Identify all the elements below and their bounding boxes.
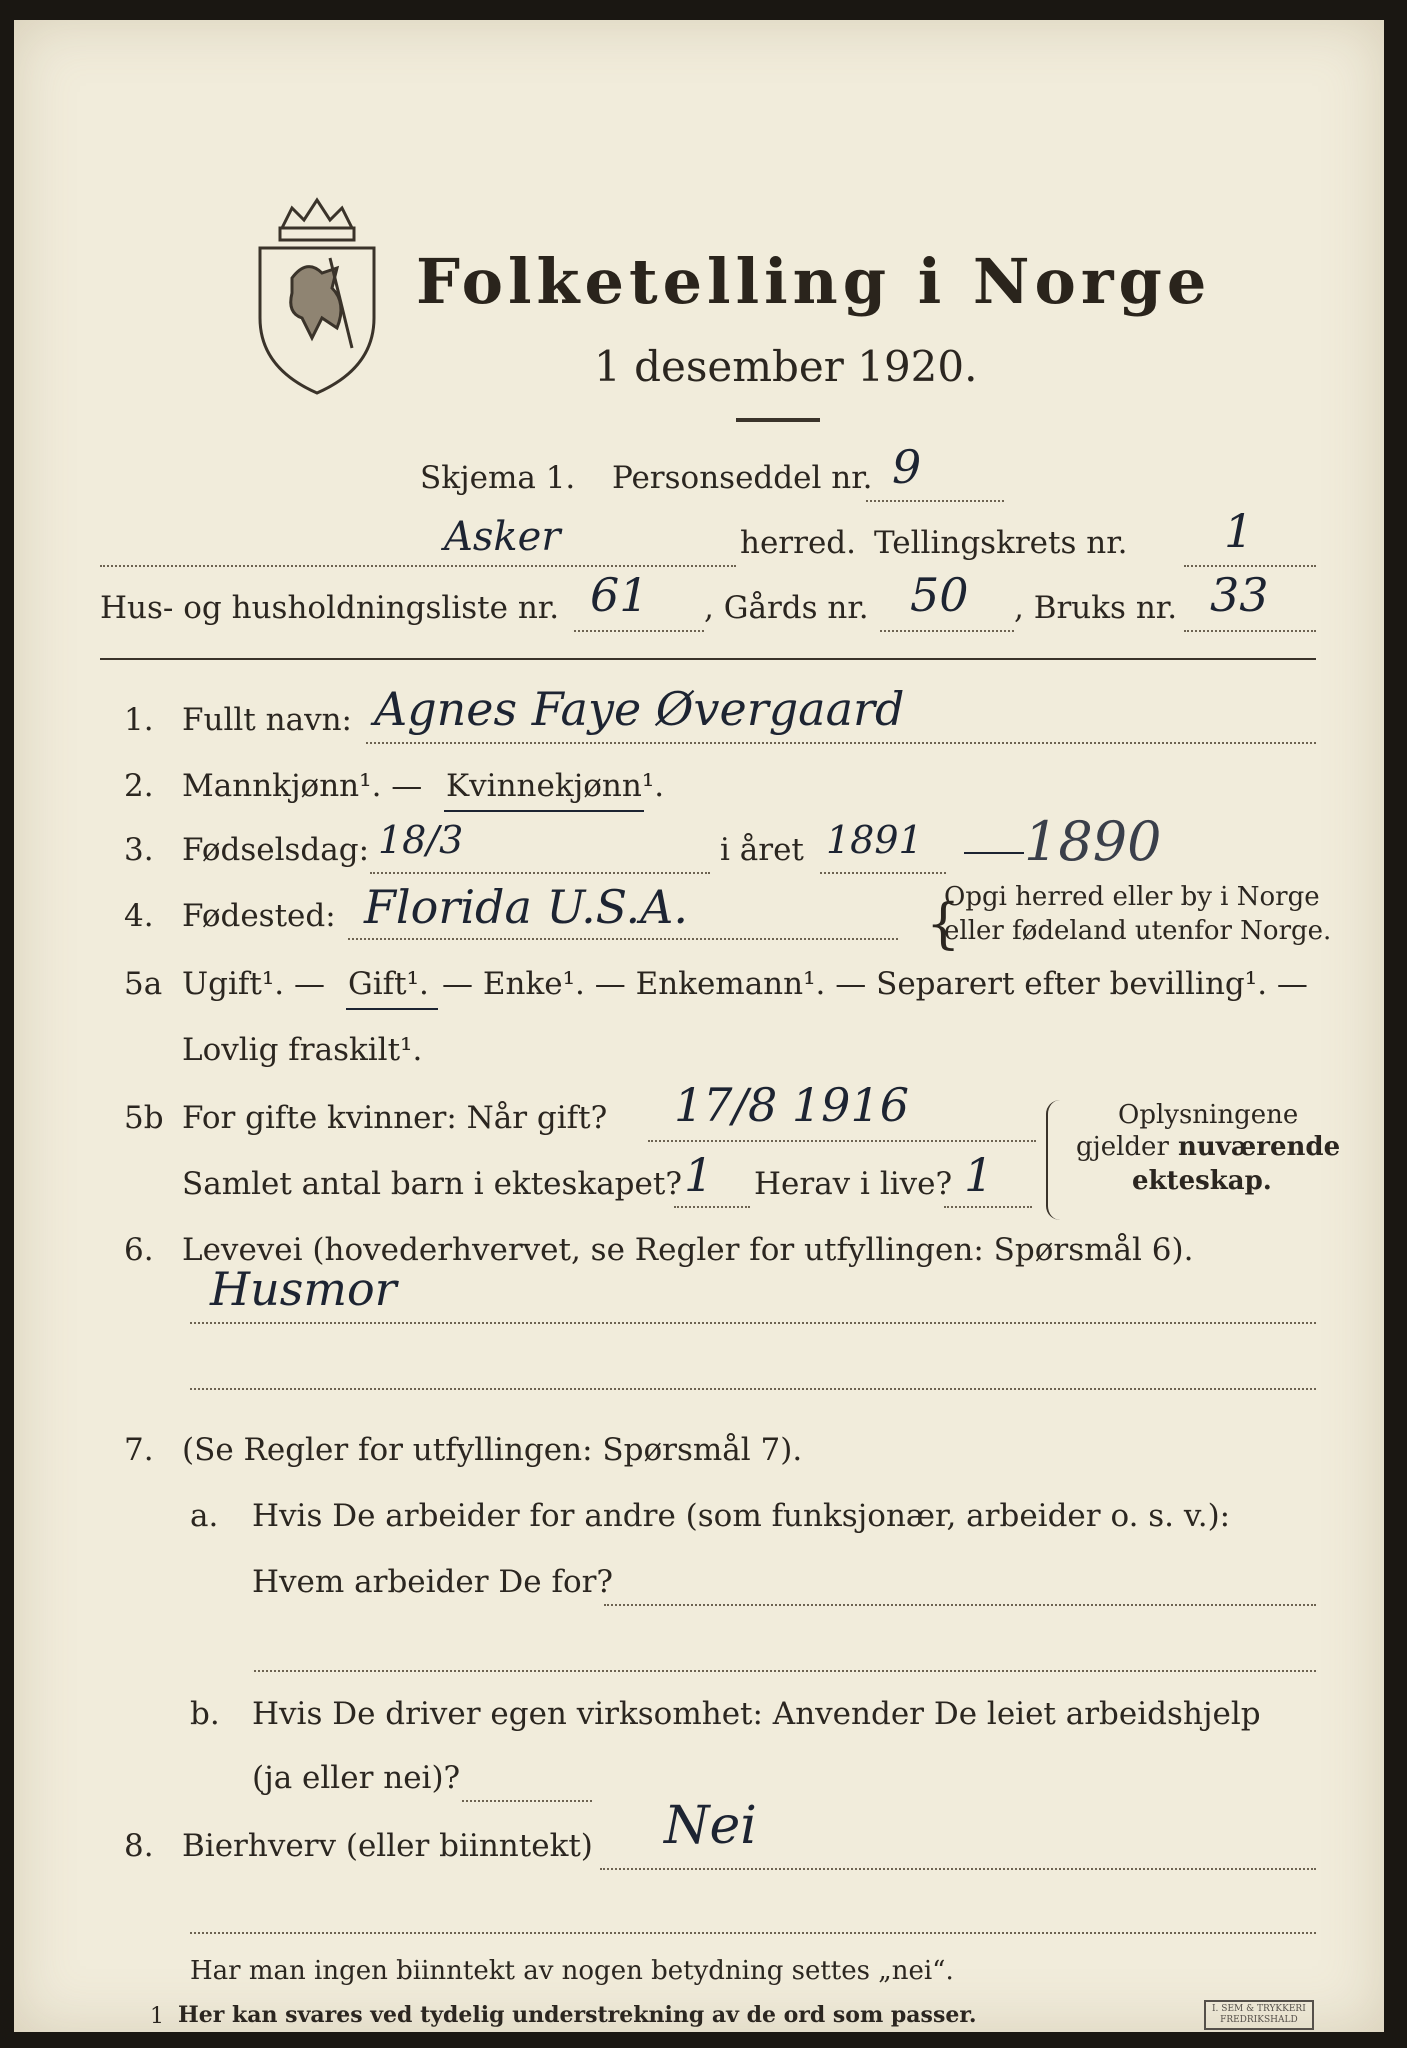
bruks-label: , Bruks nr. bbox=[1014, 590, 1178, 626]
herred-value[interactable]: Asker bbox=[444, 514, 561, 560]
married-date-value[interactable]: 17/8 1916 bbox=[674, 1078, 909, 1132]
status-other-options[interactable]: — Enke¹. — Enkemann¹. — Separert efter bevilling¹. — bbox=[442, 966, 1308, 1002]
q5b-note-line1: Oplysningene bbox=[1118, 1100, 1299, 1130]
stamp-line2: FREDRIKSHALD bbox=[1220, 2015, 1298, 2025]
q6-label: Levevei (hovederhvervet, se Regler for utfyllingen: Spørsmål 6). bbox=[182, 1232, 1194, 1268]
footer-note: Har man ingen biinntekt av nogen betydning settes „nei“. bbox=[190, 1956, 954, 1986]
q1-label: Fullt navn: bbox=[182, 702, 352, 738]
q3-number: 3. bbox=[124, 832, 154, 868]
birth-year-value[interactable]: 1891 bbox=[826, 818, 923, 862]
q7a-line1: Hvis De arbeider for andre (som funksjonær, arbeider o. s. v.): bbox=[252, 1498, 1231, 1534]
occupation-value[interactable]: Husmor bbox=[210, 1262, 397, 1316]
skjema-label: Skjema 1. bbox=[420, 460, 576, 496]
children-alive-value[interactable]: 1 bbox=[964, 1148, 994, 1202]
q7a-letter: a. bbox=[190, 1498, 219, 1534]
full-name-value[interactable]: Agnes Faye Øvergaard bbox=[374, 682, 905, 736]
hus-label: Hus- og husholdningsliste nr. bbox=[100, 590, 560, 626]
footnote-number: 1 bbox=[150, 2004, 164, 2029]
married-date-label: For gifte kvinner: Når gift? bbox=[182, 1100, 608, 1136]
correction-dash bbox=[964, 852, 1024, 854]
q2-number: 2. bbox=[124, 768, 154, 804]
tellingskrets-label: Tellingskrets nr. bbox=[874, 525, 1128, 561]
birth-year-correction[interactable]: 1890 bbox=[1024, 810, 1162, 873]
tellingskrets-value[interactable]: 1 bbox=[1224, 504, 1254, 558]
q8-number: 8. bbox=[124, 1828, 154, 1864]
form-date: 1 desember 1920. bbox=[594, 342, 978, 391]
status-fraskilt-option[interactable]: Lovlig fraskilt¹. bbox=[182, 1032, 423, 1068]
gards-value[interactable]: 50 bbox=[910, 568, 969, 622]
children-total-value[interactable]: 1 bbox=[684, 1148, 714, 1202]
q5b-note-line2b: nuværende bbox=[1178, 1132, 1341, 1162]
personseddel-value[interactable]: 9 bbox=[892, 440, 922, 494]
side-income-value[interactable]: Nei bbox=[664, 1796, 757, 1856]
footnote-text: Her kan svares ved tydelig understrekning av de ord som passer. bbox=[178, 2002, 977, 2028]
female-underline bbox=[444, 810, 644, 812]
q7b-letter: b. bbox=[190, 1696, 220, 1732]
q4-note-line1: Opgi herred eller by i Norge bbox=[944, 882, 1320, 912]
q5b-number: 5b bbox=[124, 1100, 164, 1136]
q4-note-line2: eller fødeland utenfor Norge. bbox=[944, 916, 1332, 946]
stamp-line1: I. SEM & TRYKKERI bbox=[1212, 2004, 1306, 2014]
q7-number: 7. bbox=[124, 1432, 154, 1468]
birthplace-value[interactable]: Florida U.S.A. bbox=[364, 880, 689, 934]
year-label: i året bbox=[720, 832, 804, 868]
q1-number: 1. bbox=[124, 702, 154, 738]
status-gift-option[interactable]: Gift¹. bbox=[348, 966, 429, 1002]
hired-help-field[interactable] bbox=[462, 1800, 592, 1802]
gender-male-option[interactable]: Mannkjønn¹. — bbox=[182, 768, 423, 804]
q5b-note-line2a: gjelder bbox=[1076, 1132, 1169, 1162]
gards-label: , Gårds nr. bbox=[704, 590, 869, 626]
form-title: Folketelling i Norge bbox=[416, 245, 1212, 318]
q4-label: Fødested: bbox=[182, 898, 336, 934]
title-divider bbox=[736, 418, 820, 422]
census-form bbox=[14, 20, 1384, 2032]
status-ugift-option[interactable]: Ugift¹. — bbox=[182, 966, 325, 1002]
note-bracket bbox=[1046, 1100, 1062, 1220]
header-divider bbox=[100, 658, 1316, 660]
q5b-note-line3: ekteskap. bbox=[1132, 1166, 1272, 1196]
employer-field[interactable] bbox=[604, 1604, 1316, 1606]
coat-of-arms-icon bbox=[252, 188, 382, 398]
q7b-line1: Hvis De driver egen virksomhet: Anvender De leiet arbeidshjelp bbox=[252, 1696, 1261, 1732]
q7a-line2: Hvem arbeider De for? bbox=[252, 1564, 614, 1600]
q8-label: Bierhverv (eller biinntekt) bbox=[182, 1828, 593, 1864]
children-total-label: Samlet antal barn i ekteskapet? bbox=[182, 1166, 682, 1202]
hus-value[interactable]: 61 bbox=[590, 568, 649, 622]
q4-number: 4. bbox=[124, 898, 154, 934]
q3-label: Fødselsdag: bbox=[182, 832, 370, 868]
gender-female-option[interactable]: Kvinnekjønn¹. bbox=[446, 768, 665, 804]
gift-underline bbox=[346, 1008, 438, 1010]
note-brace: { bbox=[926, 892, 961, 955]
q5a-number: 5a bbox=[124, 966, 163, 1002]
bruks-value[interactable]: 33 bbox=[1210, 568, 1269, 622]
birth-day-value[interactable]: 18/3 bbox=[378, 818, 464, 862]
q7b-line2: (ja eller nei)? bbox=[252, 1760, 461, 1796]
children-alive-label: Herav i live? bbox=[754, 1166, 953, 1202]
herred-label: herred. bbox=[740, 525, 856, 561]
q7-label: (Se Regler for utfyllingen: Spørsmål 7). bbox=[182, 1432, 803, 1468]
personseddel-label: Personseddel nr. bbox=[612, 460, 873, 496]
q6-number: 6. bbox=[124, 1232, 154, 1268]
printer-stamp bbox=[1204, 2000, 1314, 2030]
